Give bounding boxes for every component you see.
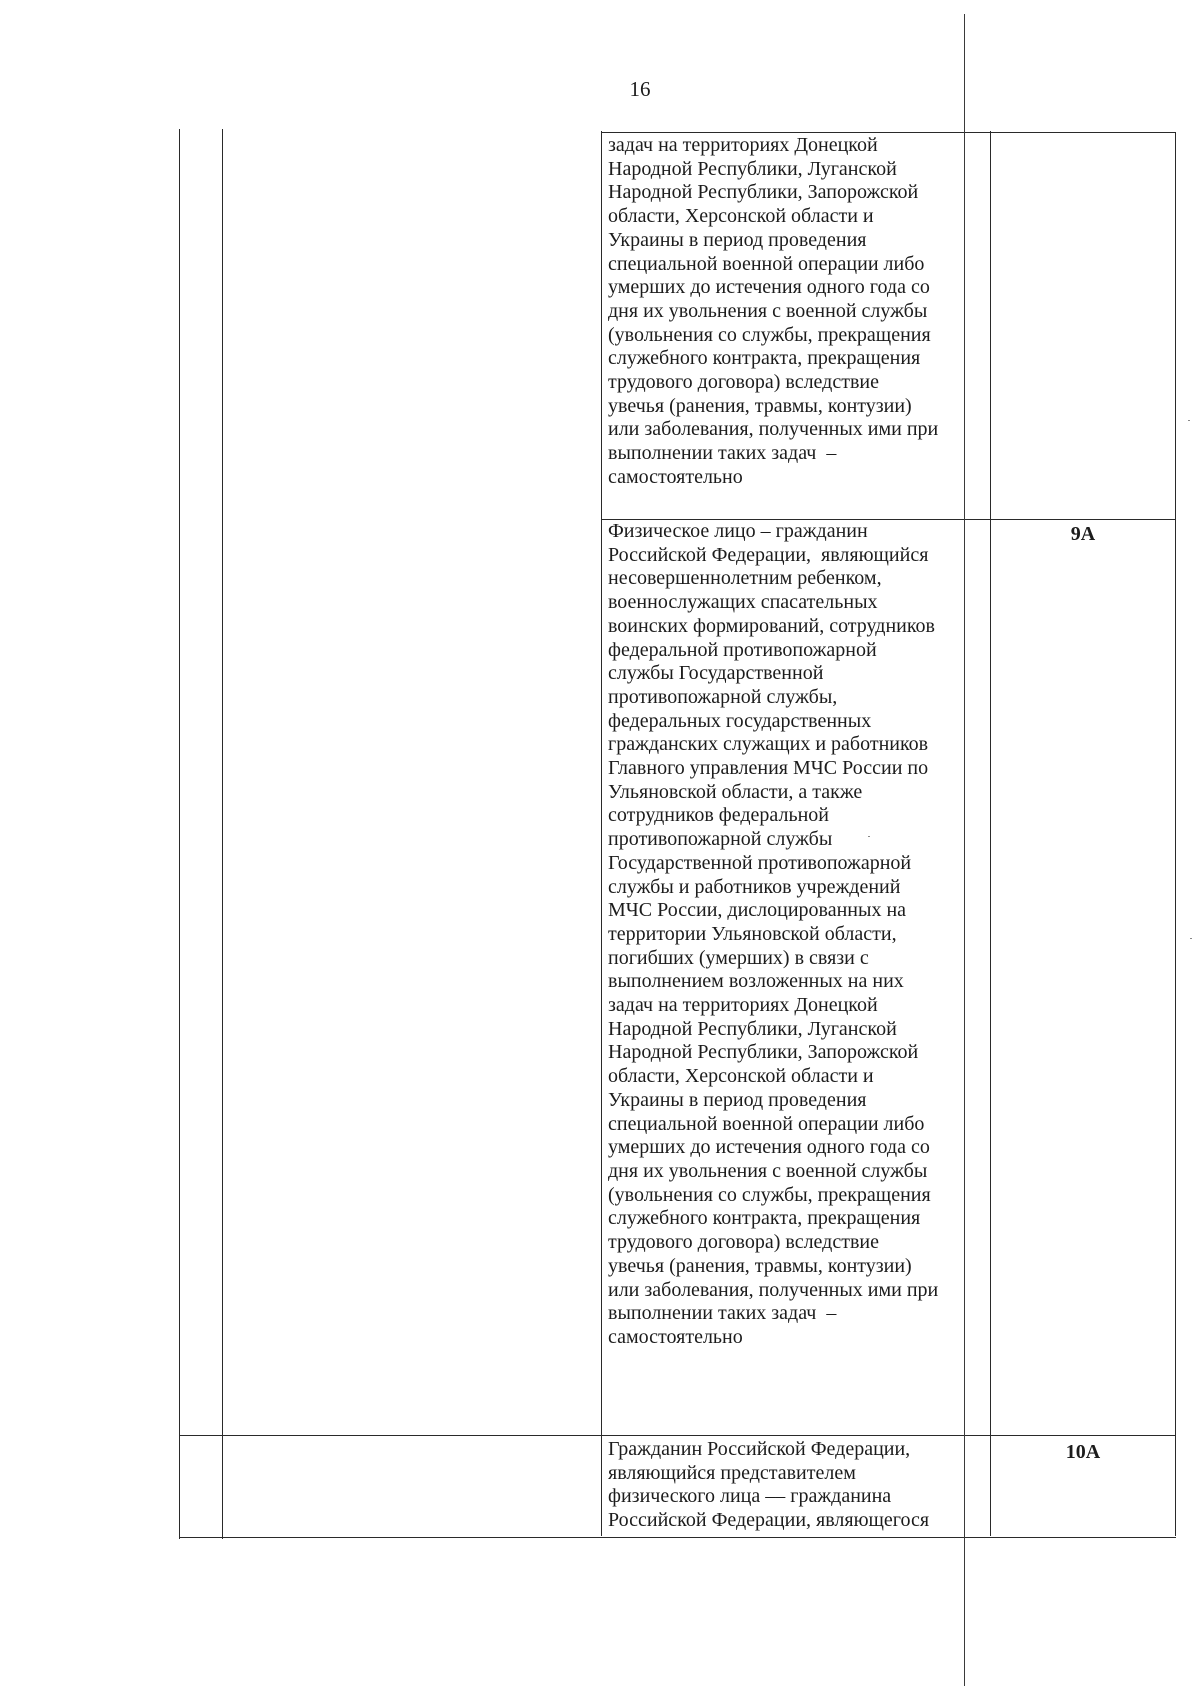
text-line: задач на территориях Донецкой (608, 134, 878, 156)
text-line: Народной Республики, Луганской (608, 157, 897, 180)
text-line: выполнением возложенных на них (608, 970, 904, 993)
text-line: увечья (ранения, травмы, контузии) (608, 1254, 912, 1277)
text-line: Народной Республики, Луганской (608, 1017, 897, 1040)
text-line: погибших (умерших) в связи с (608, 946, 869, 969)
text-line: Физическое лицо – гражданин (608, 520, 868, 542)
text-line: задач на территориях Донецкой (608, 994, 878, 1017)
row-2-description (608, 520, 984, 1350)
row-separator (179, 1435, 1176, 1436)
text-line: Российской Федерации, являющегося (608, 1509, 930, 1532)
text-line: службы и работников учреждений (608, 875, 901, 898)
row-1-description (608, 134, 984, 490)
text-line: военнослужащих спасательных (608, 591, 878, 614)
text-line: физического лица –– гражданина (608, 1485, 892, 1508)
text-line: несовершеннолетним ребенком, (608, 567, 882, 590)
text-line: увечья (ранения, травмы, контузии) (608, 394, 912, 417)
table-top-border (601, 132, 1176, 133)
text-line: или заболевания, полученных ими при (608, 418, 939, 441)
table-right-border (1175, 133, 1176, 1536)
text-line: умерших до истечения одного года со (608, 276, 930, 299)
text-line: противопожарной службы, (608, 685, 838, 708)
text-line: являющийся представителем (608, 1461, 856, 1484)
text-line: федеральной противопожарной (608, 638, 877, 661)
row-3-description (608, 1438, 984, 1533)
table-left-border (179, 129, 180, 1539)
scan-speck (1188, 420, 1190, 421)
text-line: служебного контракта, прекращения (608, 1207, 921, 1230)
text-line: Народной Республики, Запорожской (608, 1041, 919, 1064)
text-line: МЧС России, дислоцированных на (608, 899, 907, 922)
row-3-code: 10А (1065, 1441, 1101, 1463)
text-line: умерших до истечения одного года со (608, 1136, 930, 1159)
text-line: Главного управления МЧС России по (608, 757, 929, 780)
text-line: Российской Федерации, являющийся (608, 543, 929, 566)
text-line: специальной военной операции либо (608, 1112, 925, 1135)
text-line: Гражданин Российской Федерации, (608, 1438, 911, 1460)
text-line: выполнении таких задач – (608, 1302, 837, 1325)
text-line: выполнении таких задач – (608, 442, 837, 465)
table-bottom-border (179, 1537, 1176, 1538)
text-line: противопожарной службы (608, 828, 833, 851)
text-line: воинских формирований, сотрудников (608, 614, 935, 637)
text-line: специальной военной операции либо (608, 252, 925, 275)
text-line: федеральных государственных (608, 709, 872, 732)
text-line: Ульяновской области, а также (608, 780, 863, 803)
text-line: территории Ульяновской области, (608, 922, 897, 945)
text-line: гражданских служащих и работников (608, 733, 929, 756)
text-line: Украины в период проведения (608, 228, 867, 251)
text-line: служебного контракта, прекращения (608, 347, 921, 370)
text-line: или заболевания, полученных ими при (608, 1278, 939, 1301)
scan-artifact-line (964, 14, 965, 1686)
text-line: трудового договора) вследствие (608, 371, 879, 394)
text-line: Государственной противопожарной (608, 851, 912, 874)
scan-speck (868, 836, 870, 837)
row-2-code: 9А (1070, 523, 1096, 545)
text-line: службы Государственной (608, 662, 824, 685)
table-column-divider (601, 131, 602, 1536)
text-line: самостоятельно (608, 465, 743, 488)
scan-speck (1190, 938, 1192, 939)
text-line: дня их увольнения с военной службы (608, 299, 928, 322)
text-line: дня их увольнения с военной службы (608, 1159, 928, 1182)
text-line: (увольнения со службы, прекращения (608, 1183, 931, 1206)
text-line: Украины в период проведения (608, 1088, 867, 1111)
text-line: (увольнения со службы, прекращения (608, 323, 931, 346)
text-line: Народной Республики, Запорожской (608, 181, 919, 204)
text-line: области, Херсонской области и (608, 205, 874, 228)
table-column-divider (222, 129, 223, 1539)
text-line: области, Херсонской области и (608, 1065, 874, 1088)
text-line: самостоятельно (608, 1325, 743, 1348)
page-number: 16 (629, 77, 651, 101)
text-line: сотрудников федеральной (608, 804, 829, 827)
text-line: трудового договора) вследствие (608, 1231, 879, 1254)
table-column-divider (990, 131, 991, 1536)
